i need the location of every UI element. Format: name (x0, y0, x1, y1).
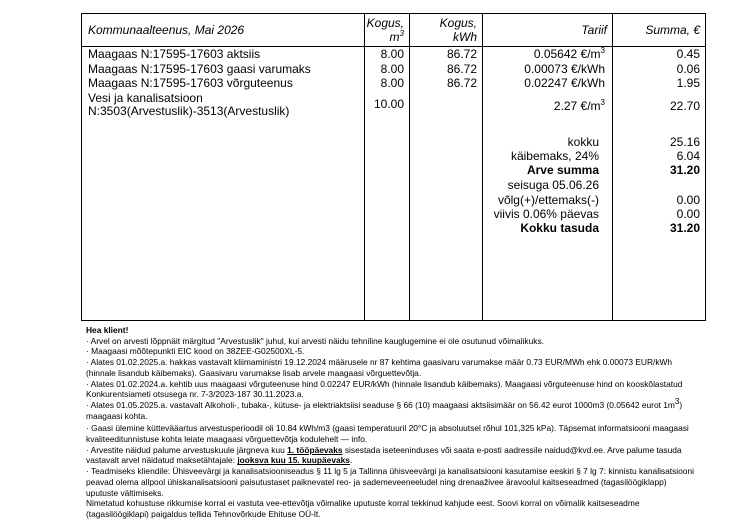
penalty-label: viivis 0.06% päevas (493, 207, 599, 221)
header-qty-kwh: Kogus, kWh (439, 16, 477, 44)
notes-greeting: Hea klient! (86, 325, 129, 335)
debt-value: 0.00 (676, 193, 700, 207)
total-kokku-value: 25.16 (669, 135, 700, 149)
row-name: Maagaas N:17595-17603 gaasi varumaks (88, 62, 311, 76)
total-kokku-label: kokku (567, 135, 599, 149)
row-tariff: 0.05642 $€/m^3$ (533, 46, 605, 61)
invoice-sum-value: 31.20 (669, 163, 700, 177)
row-kwh: 86.72 (446, 76, 477, 90)
total-due-label: Kokku tasuda (520, 221, 599, 235)
header-sum: Summa, € (645, 23, 700, 37)
invoice-table (81, 13, 706, 321)
total-vat-label: käibemaks, 24% (510, 149, 599, 163)
row-sum: 0.06 (676, 62, 700, 76)
note-item: Nimetatud kohustuse rikkumise korral ei vastuta vee-ettevõtja võimalike uputuste korral tekkinud kahjude eest. Soovi korral on võimalik kaitseseadme (tagasilöögiklapi) paigaldus tellida Tehnovõrkude Ehituse OÜ-lt. (86, 498, 640, 519)
note-item: · Maagaasi mõõtepunkti EIC kood on 38ZEE-G02500XL-5. (86, 346, 305, 357)
invoice-sum-label: Arve summa (526, 163, 599, 177)
note-item: · Alates 01.02.2024.a. kehtib uus maagaasi võrguteenuse hind 0.02247 EUR/kWh (hinnale lisandub käibemaks). Maagaasi võrguteenuse hind on kooskõlastatud Konkurentsiameti otsusega nr. 7-3/2023-187 30.11.2023.a. (86, 378, 683, 400)
header-qty-m3: Kogus, $m^3$ (366, 16, 404, 44)
row-name: Vesi ja kanalisatsioon N:3503(Arvestuslik)-3513(Arvestuslik) (88, 91, 290, 118)
note-item: · Alates 01.05.2025.a. vastavalt Alkoholi-, tubaka-, kütuse- ja elektriaktsiisi seaduse § 66 (10) maagaasi aktsiisimäär on 56.42 eurot 1000m3 (0.05642 eurot $1m^3$) maagaasi kohta. (86, 397, 683, 421)
note-item: · Arvel on arvesti lõppnäit märgitud "Arvestuslik" juhul, kui arvesti näidu tehniline kauglugemine ei ole osutunud võimalikuks. (86, 335, 544, 346)
row-m3: 8.00 (380, 62, 404, 76)
note-item: · Gaasi ülemine küttevääartus arvestusperioodil oli 10.84 kWh/m3 (gaasi temperatuuril 20°C ja absoluutsel rõhul 101,325 kPa). Täpsemat informatsiooni maagaasi kvaliteeditunnistuse kohta leiate maagaasi võrguettevõtja kodulehelt — info. (86, 423, 689, 445)
row-sum: 1.95 (676, 76, 700, 90)
debt-label: võlg(+)/ettemaks(-) (497, 193, 599, 207)
header-tariff: Tariif (581, 23, 607, 37)
row-kwh: 86.72 (446, 62, 477, 76)
row-m3: 8.00 (380, 47, 404, 61)
row-sum: 22.70 (669, 99, 700, 113)
header-service: Kommunaalteenus, Mai 2026 (88, 23, 245, 37)
note-item: · Arvestite näidud palume arvestuskuule järgneva kuu 1. tööpäevaks sisestada iseteeninduses või saata e-posti aadressile naidud@kvd.ee. Arve palume tasuda vastavalt arvel näidatud maksetähtajale: jooksva kuu 15. kuupäevaks. (86, 444, 682, 466)
row-name: Maagaas N:17595-17603 võrguteenus (88, 76, 293, 90)
total-vat-value: 6.04 (676, 149, 700, 163)
note-item: · Alates 01.02.2025.a. hakkas vastavalt kliimaministri 19.12.2024 määrusele nr 87 kehtima gaasivaru varumakse määr 0.73 EUR/MWh ehk 0.00073 EUR/kWh (hinnale lisandub käibemaks). Gaasivaru varumakse lisab arvele maagaasi võrguettevõtja. (86, 357, 673, 378)
notes-section (86, 325, 698, 520)
row-kwh: 86.72 (446, 47, 477, 61)
penalty-value: 0.00 (676, 207, 700, 221)
balance-date: seisuga 05.06.26 (507, 178, 599, 192)
row-m3: 10.00 (373, 97, 404, 111)
row-tariff: 0.00073 €/kWh (524, 62, 605, 76)
row-tariff: 0.02247 €/kWh (524, 76, 605, 90)
row-m3: 8.00 (380, 76, 404, 90)
note-item: · Teadmiseks kliendile: Ühisveevärgi ja kanalisatsiooniseadus § 11 lg 5 ja Tallinna ühisveevärgi ja kanalisatsiooni kasutamise eeskiri § 7 lg 7: kinnistu kanalisatsiooni peavad olema allpool ühiskanalisatsiooni paisutustaset paiknevatel reo- ja sademeveeneeludel ning drenaaživeе äravoolul kaitseseadmed (tagasilöögiklapp) uputuste vältimiseks. (86, 466, 694, 498)
row-name: Maagaas N:17595-17603 aktsiis (88, 47, 261, 61)
row-sum: 0.45 (676, 47, 700, 61)
row-tariff: 2.27 $€/m^3$ (553, 98, 605, 113)
total-due-value: 31.20 (669, 221, 700, 235)
